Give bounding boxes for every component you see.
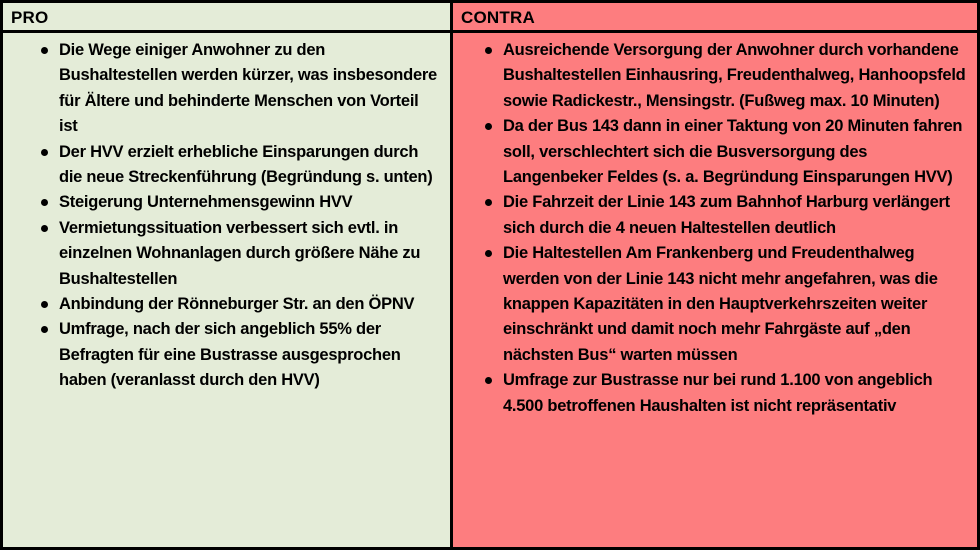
contra-column bbox=[453, 3, 977, 547]
pro-column bbox=[3, 3, 453, 547]
list-item: Da der Bus 143 dann in einer Taktung von 20 Minuten fahren soll, verschlechtert sich die Busversorgung des Langenbeker Feldes (s. a. Begründung Einsparungen HVV) bbox=[483, 114, 971, 190]
list-item: Umfrage, nach der sich angeblich 55% der Befragten für eine Bustrasse ausgesprochen haben (veranlasst durch den HVV) bbox=[39, 317, 438, 393]
pro-header: PRO bbox=[3, 3, 450, 33]
list-item: Vermietungssituation verbessert sich evtl. in einzelnen Wohnanlagen durch größere Nähe zu Bushaltestellen bbox=[39, 216, 438, 292]
pro-list bbox=[3, 33, 450, 547]
list-item: Ausreichende Versorgung der Anwohner durch vorhandene Bushaltestellen Einhausring, Freudenthalweg, Hanhoopsfeld sowie Radickestr., Mensingstr. (Fußweg max. 10 Minuten) bbox=[483, 38, 971, 114]
list-item: Umfrage zur Bustrasse nur bei rund 1.100 von angeblich 4.500 betroffenen Haushalten ist nicht repräsentativ bbox=[483, 368, 971, 419]
contra-list bbox=[453, 33, 977, 547]
list-item: Der HVV erzielt erhebliche Einsparungen durch die neue Streckenführung (Begründung s. unten) bbox=[39, 140, 438, 191]
list-item: Die Haltestellen Am Frankenberg und Freudenthalweg werden von der Linie 143 nicht mehr angefahren, was die knappen Kapazitäten in den Hauptverkehrszeiten weiter einschränkt und damit noch mehr Fahrgäste auf „den nächsten Bus“ warten müssen bbox=[483, 241, 971, 368]
list-item: Steigerung Unternehmensgewinn HVV bbox=[39, 190, 438, 215]
list-item: Die Wege einiger Anwohner zu den Bushaltestellen werden kürzer, was insbesondere für Ältere und behinderte Menschen von Vorteil ist bbox=[39, 38, 438, 140]
list-item: Anbindung der Rönneburger Str. an den ÖPNV bbox=[39, 292, 438, 317]
contra-header: CONTRA bbox=[453, 3, 977, 33]
list-item: Die Fahrzeit der Linie 143 zum Bahnhof Harburg verlängert sich durch die 4 neuen Haltestellen deutlich bbox=[483, 190, 971, 241]
